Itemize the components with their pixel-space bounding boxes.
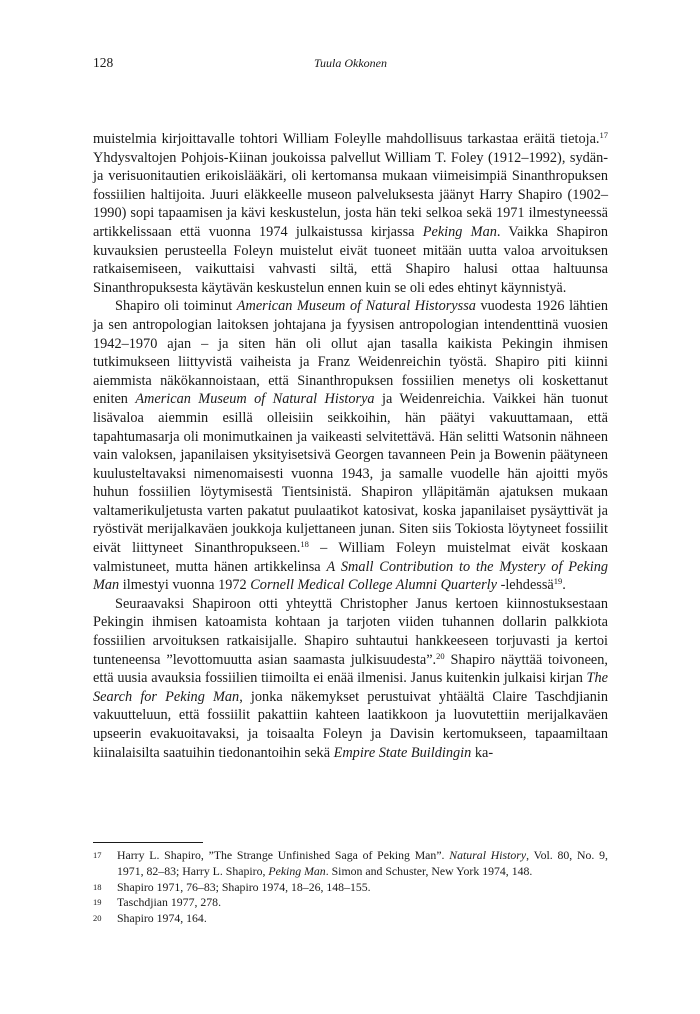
footnote-number: 17 — [93, 850, 102, 860]
text-run: Shapiro näyttää toivoneen, että uusia avauksia fossiilien tiimoilta ei enää ilmenisi. Janus kuitenkin julkaisi kirjan — [93, 651, 608, 687]
text-run: muistelmia kirjoittavalle tohtori William Foleylle mahdollisuus tarkastaa eräitä tietoja. — [93, 131, 600, 147]
institution-italic: American Museum of Natural Historya — [135, 391, 375, 408]
text-run: . Vaikka Shapiron kuvauksien perusteella Foleyn muistelut eivät tuoneet mitään uutta valoa arvoituksen ratkaisemiseen, vaikuttaisi vahvasti siltä, että Shapiro halusi ottaa haltuunsa Sinanthropuksesta käytävän keskustelun ennen kuin se oli edes ehtinyt käynnistyä. — [93, 223, 608, 296]
footnote-number: 18 — [93, 881, 102, 892]
text-run: – William Foleyn muistelmat eivät koskaan valmistuneet, mutta hänen artikkelinsa — [93, 540, 608, 575]
text-run: . — [562, 577, 566, 594]
text-run: ja Weidenreichia. Vaikkei hän tuonut lisävaloa aiemmin esillä olleisiin seikkoihin, hän päätyi vakuuttamaan, että tapahtumasarja oli monimutkainen ja vaikeasti selvitettävä. Hän selitti Watsonin nähneen vain valoksen, japanilaisen yksityisetsivä Georgen tavanneen Pein ja Bowenin päätyneen kuulusteltavaksi nimenomaisesti vuonna 1943, ja samalle vuodelle hän ajoitti myös huhun fossiilien löytymisestä Tientsinistä. Shapiron ylläpitämän ajatuksen mukaan valtamerikuljetusta varten pakatut puulaatikot katosivat, koska japanilaiset pysäyttivät ja ryöstivät merijalkaväen joukkoja kuljettaneen junan. Siten siis Tokiosta löytyneet fossiilit eivät liittyneet Sinanthropukseen. — [93, 391, 608, 557]
footnote-number: 19 — [93, 897, 102, 908]
footnote-ref-19[interactable]: 19 — [553, 576, 563, 587]
journal-title-italic: Cornell Medical College Alumni Quarterly — [250, 577, 497, 594]
book-title-italic: Peking Man — [268, 863, 326, 878]
paragraph-3 — [93, 595, 608, 762]
article-title-italic: A Small Contribution to the Mystery of Peking Man — [93, 558, 608, 594]
text-run: vuodesta 1926 lähtien ja sen antropologian laitoksen johtajana ja fyysisen antropologian intendenttinä vuosien 1942–1970 ajan – ja siten hän oli ollut ajan tasalla kaikista Pekingin ihmisen tutkimukseen liittyvistä vaiheista ja Franz Weidenreichin työstä. Shapiro piti kiinni aiemmista näkökannoistaan, että Sinanthropuksen fossiilien menetys oli koskettanut eniten — [93, 298, 608, 408]
footnote-text: Taschdjian 1977, 278. — [117, 895, 222, 910]
book-title-italic: The Search for Peking Man — [93, 670, 608, 705]
text-run: ka- — [471, 744, 494, 761]
page — [93, 0, 608, 1014]
paragraph-1 — [93, 130, 608, 297]
footnote-ref-20[interactable]: 20 — [436, 650, 445, 661]
footnote-17 — [93, 848, 608, 880]
running-head — [93, 55, 608, 73]
footnote-text: Shapiro 1974, 164. — [117, 911, 207, 926]
running-title: Tuula Okkonen — [314, 56, 387, 70]
text-run: Yhdysvaltojen Pohjois-Kiinan joukoissa palvellut William T. Foley (1912–1992), sydän- ja verisuonitautien erikoislääkäri, oli kertomansa mukaan viimeisimpiä Sinanthropuksen fossiilien haltijoita. Juuri eläkkeelle museon palveluksesta jäänyt Harry Shapiro (1902–1990) sopi tapaamisen ja kävi keskustelun, josta hän teki selkoa sekä 1971 ilmestyneessä artikkelissaan että vuonna 1974 julkaistussa kirjassa — [93, 149, 608, 240]
text-run: , Vol. 80, No. 9, 1971, 82–83; Harry L. Shapiro, — [117, 848, 608, 878]
footnote-ref-18[interactable]: 18 — [300, 539, 309, 550]
text-run: -lehdessä — [497, 577, 554, 594]
footnotes — [93, 848, 608, 927]
text-run: Shapiro oli toiminut — [115, 298, 237, 315]
institution-italic: American Museum of Natural Historyssa — [236, 298, 476, 315]
journal-title-italic: Natural History — [449, 848, 527, 862]
footnote-ref-17[interactable]: 17 — [599, 130, 608, 140]
text-run: , jonka näkemykset perustuivat yhtäältä Claire Taschdjianin vakuutteluun, että fossiilit pakattiin kahteen laatikkoon ja luovutettiin merijalkaväen upseerin evakuoitavaksi, ja toisaalta Foleyn ja Davisin kertomukseen, tapaamiltaan kiinalaisilta saatuihin tiedonantoihin sekä — [93, 688, 608, 761]
book-title-italic: Peking Man — [422, 223, 497, 240]
footnote-19 — [93, 895, 608, 911]
text-run: Seuraavaksi Shapiroon otti yhteyttä Christopher Janus kertoen kiinnostuksestaan Pekingin ihmisen katoamista kohtaan ja tarjoten viiden tuhannen dollarin palkkiota fossiilien arvoituksen ratkaisijalle. Shapiro suhtautui hankkeeseen torjuvasti ja kertoi tunteneensa ”levottomuutta asian saamasta julkisuudesta”. — [93, 595, 608, 668]
footnote-text — [117, 848, 608, 880]
paragraph-2 — [93, 297, 608, 595]
body-text — [93, 130, 608, 762]
footnote-number: 20 — [93, 913, 102, 924]
footnote-18 — [93, 880, 608, 896]
footnote-divider — [93, 842, 203, 843]
footnote-text: Shapiro 1971, 76–83; Shapiro 1974, 18–26, 148–155. — [117, 879, 371, 894]
page-number: 128 — [93, 55, 114, 70]
text-run: ilmestyi vuonna 1972 — [119, 577, 251, 594]
building-name-italic: Empire State Buildingin — [333, 744, 472, 761]
footnote-20 — [93, 911, 608, 927]
text-run: . Simon and Schuster, New York 1974, 148. — [325, 863, 533, 878]
text-run: Harry L. Shapiro, ”The Strange Unfinished Saga of Peking Man”. — [117, 848, 450, 862]
